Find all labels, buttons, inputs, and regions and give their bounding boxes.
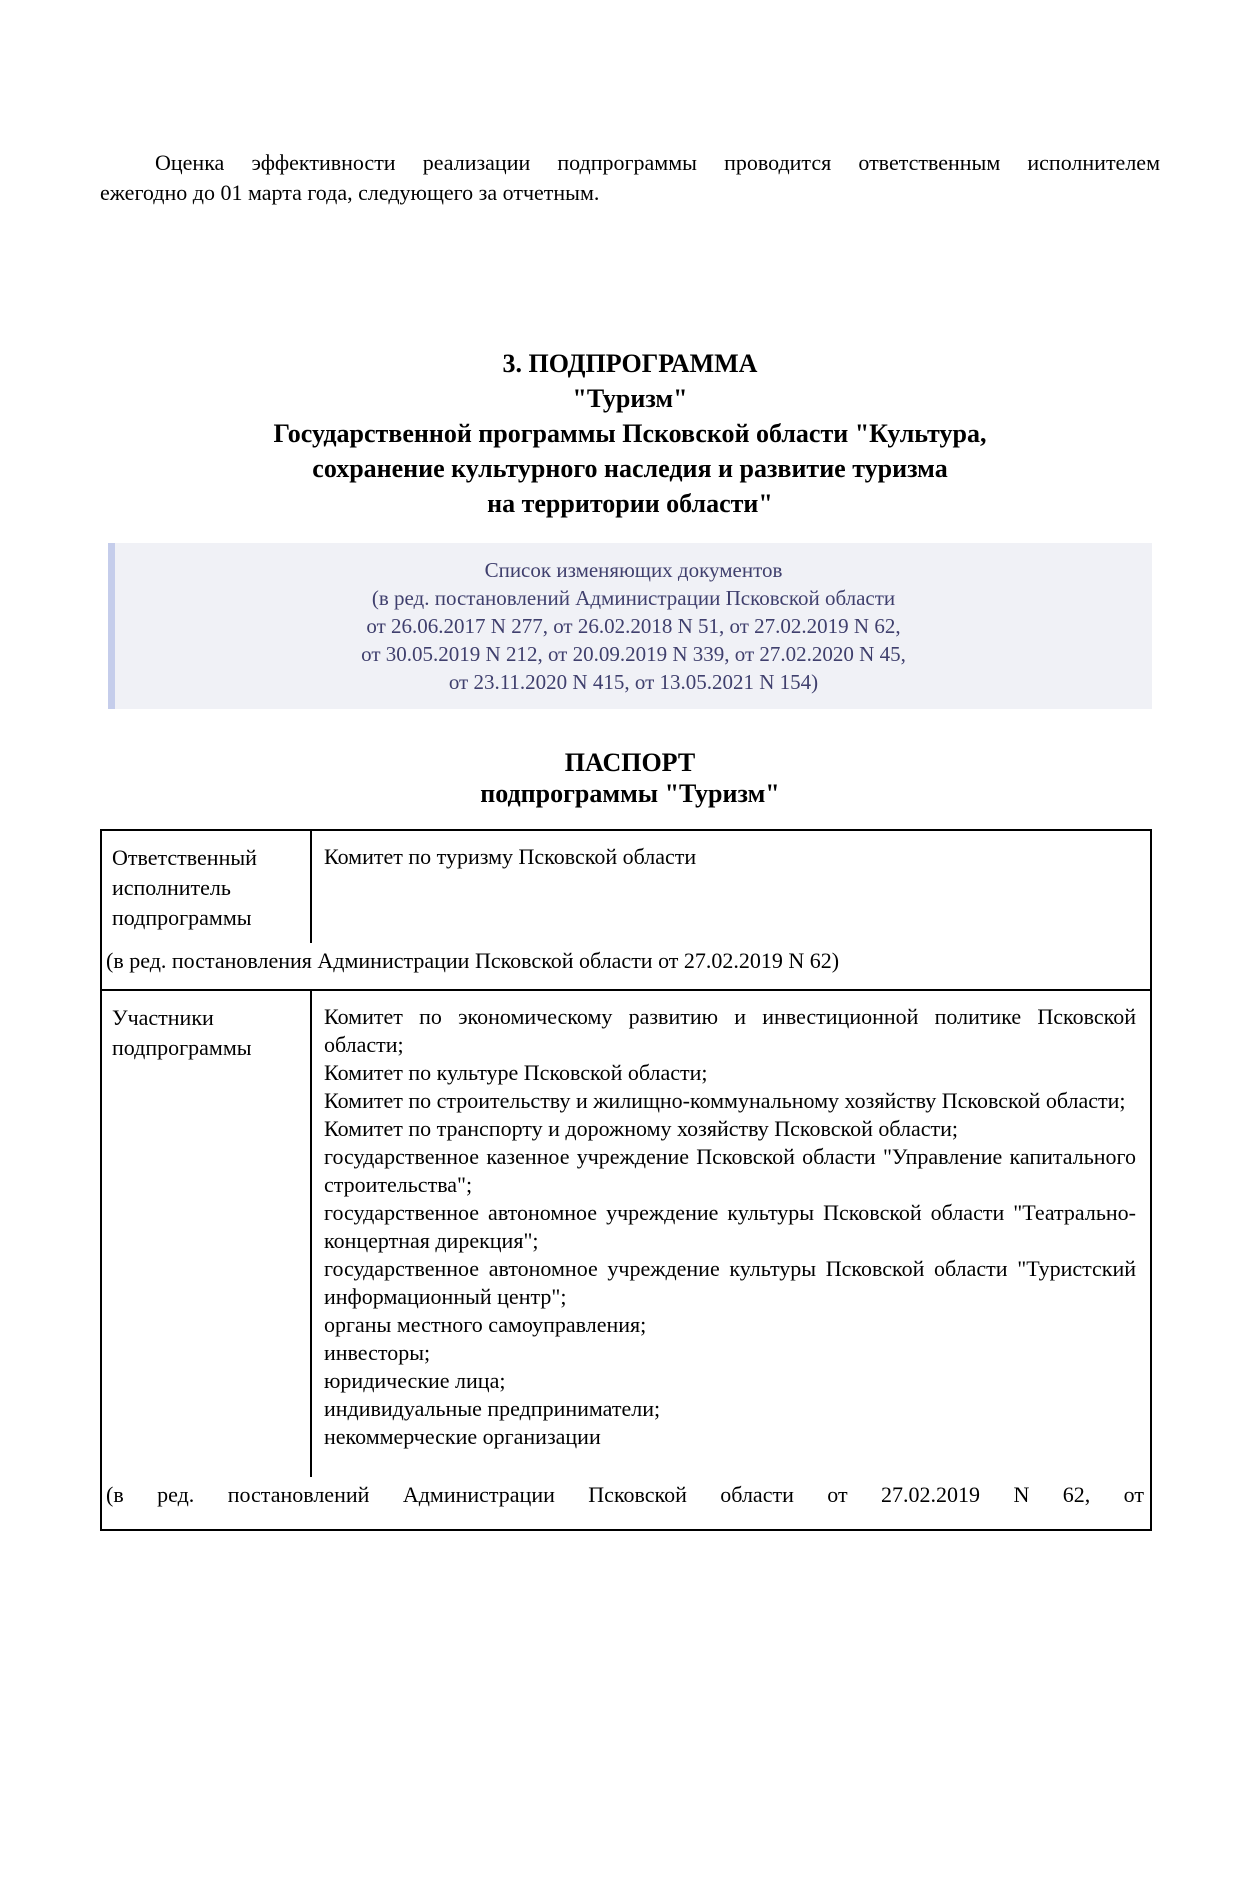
passport-heading — [100, 747, 1160, 809]
intro-line: ежегодно до 01 марта года, следующего за отчетным. — [100, 180, 600, 205]
participant-item: государственное казенное учреждение Псковской области "Управление капитального строительства"; — [324, 1144, 1136, 1197]
title-line: 3. ПОДПРОГРАММА — [502, 349, 758, 378]
row-label-cell: Участники подпрограммы — [102, 991, 312, 1477]
participant-item: Комитет по строительству и жилищно-коммунальному хозяйству Псковской области; — [324, 1088, 1126, 1113]
passport-heading-line: подпрограммы "Туризм" — [480, 779, 780, 808]
participant-item: индивидуальные предприниматели; — [324, 1396, 661, 1421]
amendments-box-line: от 26.06.2017 N 277, от 26.02.2018 N 51, от 27.02.2019 N 62, — [366, 614, 901, 638]
row-amendment-note: (в ред. постановлений Администрации Псковской области от 27.02.2019 N 62, от — [106, 1482, 1144, 1507]
participant-item: Комитет по культуре Псковской области; — [324, 1060, 708, 1085]
row-value-cell — [312, 991, 1150, 1477]
title-line: Государственной программы Псковской области "Культура, — [273, 419, 987, 448]
participant-item: государственное автономное учреждение культуры Псковской области "Театрально-концертная дирекция"; — [324, 1200, 1136, 1253]
title-line: "Туризм" — [572, 384, 688, 413]
intro-line: Оценка эффективности реализации подпрограммы проводится ответственным исполнителем — [155, 150, 1160, 175]
participant-item: органы местного самоуправления; — [324, 1312, 647, 1337]
amendments-box-line: от 30.05.2019 N 212, от 20.09.2019 N 339, от 27.02.2020 N 45, — [361, 642, 906, 666]
amending-documents-box — [108, 543, 1152, 709]
passport-table — [100, 829, 1152, 1531]
participant-item: Комитет по экономическому развитию и инвестиционной политике Псковской области; — [324, 1004, 1136, 1057]
participant-item: государственное автономное учреждение культуры Псковской области "Туристский информационный центр"; — [324, 1256, 1136, 1309]
value-text: Комитет по туризму Псковской области — [324, 844, 697, 869]
amendments-box-line: от 23.11.2020 N 415, от 13.05.2021 N 154) — [448, 670, 819, 694]
passport-heading-line: ПАСПОРТ — [564, 748, 696, 777]
intro-paragraph — [100, 148, 1160, 208]
document-page — [0, 148, 1240, 1902]
title-line: сохранение культурного наследия и развитие туризма — [312, 454, 948, 483]
participant-item: некоммерческие организации — [324, 1424, 601, 1449]
table-row-responsible-executor — [102, 831, 1150, 991]
participant-item: инвесторы; — [324, 1340, 431, 1365]
row-label-cell: Ответственный исполнитель подпрограммы — [102, 831, 312, 943]
subprogram-title — [100, 346, 1160, 521]
participant-item: Комитет по транспорту и дорожному хозяйству Псковской области; — [324, 1116, 959, 1141]
table-row-participants — [102, 991, 1150, 1529]
title-line: на территории области" — [487, 489, 773, 518]
participant-item: юридические лица; — [324, 1368, 506, 1393]
amendments-box-line: (в ред. постановлений Администрации Псковской области — [371, 586, 896, 610]
row-amendment-note: (в ред. постановления Администрации Псковской области от 27.02.2019 N 62) — [106, 948, 840, 973]
row-value-cell — [312, 831, 1150, 943]
amendments-box-line: Список изменяющих документов — [484, 558, 783, 582]
